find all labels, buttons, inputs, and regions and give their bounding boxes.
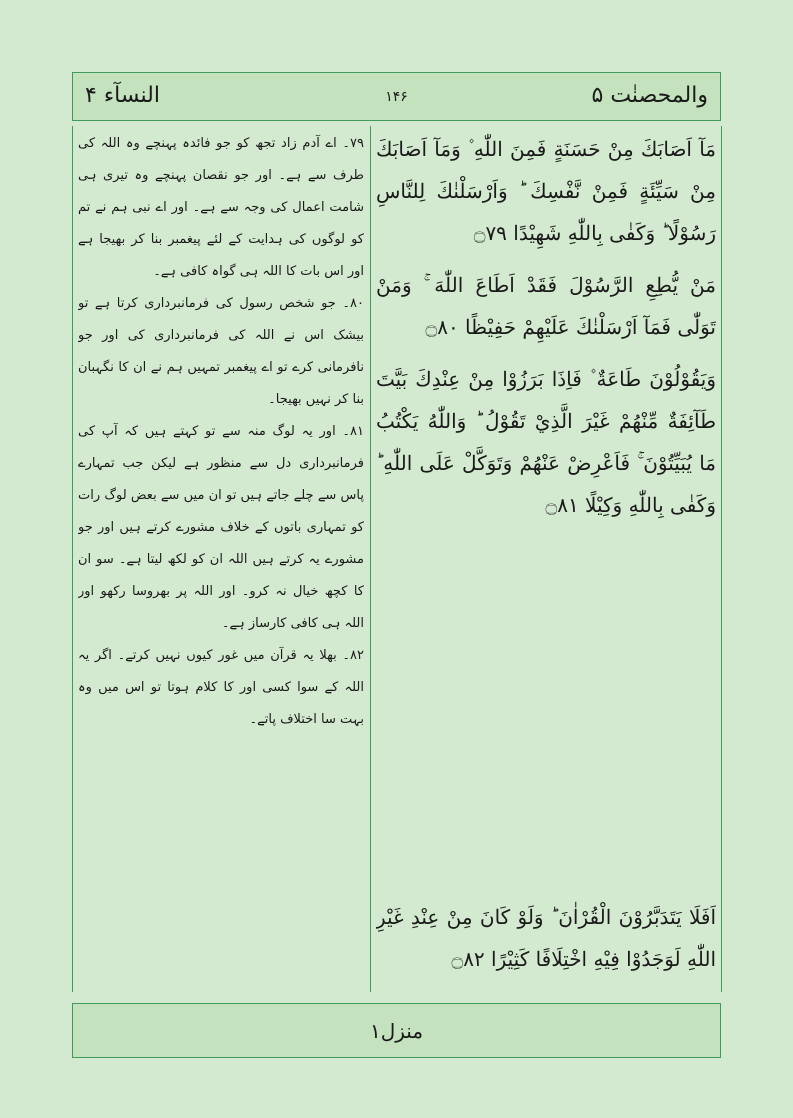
urdu-translation-79: ۷۹۔ اے آدم زاد تجھ کو جو فائدہ پہنچے وہ اللہ کی طرف سے ہے۔ اور جو نقصان پہنچے وہ تیری ہی شامت اعمال کی وجہ سے ہے۔ اور اے نبی ہم نے تم کو لوگوں کی ہدایت کے لئے پیغمبر بنا کر بھیجا ہے اور اس بات کا اللہ ہی گواہ کافی ہے۔	[78, 136, 364, 279]
manzil-label: منزل۱	[369, 1018, 424, 1043]
arabic-verse-79: مَآ اَصَابَكَ مِنْ حَسَنَةٍ فَمِنَ اللّٰهِ ۫ وَمَآ اَصَابَكَ مِنْ سَيِّئَةٍ فَمِنْ نَّفْسِكَ ؕ وَاَرْسَلْنٰكَ لِلنَّاسِ رَسُوْلًا ؕ وَكَفٰى بِاللّٰهِ شَهِيْدًا ۝٧٩	[376, 137, 716, 245]
urdu-translation-80: ۸۰۔ جو شخص رسول کی فرمانبرداری کرتا ہے تو بیشک اس نے اللہ کی فرمانبرداری کی اور جو نافرمانی کرے تو اے پیغمبر تمہیں ہم نے ان کا نگہبان بنا کر نہیں بھیجا۔	[78, 296, 364, 407]
page-footer	[72, 1003, 721, 1058]
column-border-right	[721, 126, 722, 992]
page-number: ۱۴۶	[385, 89, 408, 105]
arabic-verse-80: مَنْ يُّطِعِ الرَّسُوْلَ فَقَدْ اَطَاعَ اللّٰهَ ۚ وَمَنْ تَوَلّٰى فَمَآ اَرْسَلْنٰكَ عَلَيْهِمْ حَفِيْظًا ۝٨٠	[376, 273, 716, 339]
arabic-verse-82: اَفَلَا يَتَدَبَّرُوْنَ الْقُرْاٰنَ ؕ وَلَوْ كَانَ مِنْ عِنْدِ غَيْرِ اللّٰهِ لَوَجَدُوْا فِيْهِ اخْتِلَافًا كَثِيْرًا ۝٨٢	[376, 905, 716, 971]
spacer	[376, 536, 716, 896]
column-border-left	[72, 126, 73, 992]
page-header	[72, 72, 721, 121]
urdu-column	[78, 128, 364, 990]
juz-name: والمحصنٰت ۵	[591, 83, 708, 108]
column-divider	[370, 126, 371, 992]
urdu-translation-82: ۸۲۔ بھلا یہ قرآن میں غور کیوں نہیں کرتے۔ اگر یہ اللہ کے سوا کسی اور کا کلام ہوتا تو اس میں وہ بہت سا اختلاف پاتے۔	[78, 648, 364, 727]
arabic-column	[376, 128, 716, 990]
arabic-verse-81: وَيَقُوْلُوْنَ طَاعَةٌ ۫ فَاِذَا بَرَزُوْا مِنْ عِنْدِكَ بَيَّتَ طَآئِفَةٌ مِّنْهُمْ غَيْرَ الَّذِيْ تَقُوْلُ ؕ وَاللّٰهُ يَكْتُبُ مَا يُبَيِّتُوْنَ ۚ فَاَعْرِضْ عَنْهُمْ وَتَوَكَّلْ عَلَى اللّٰهِ ؕ وَكَفٰى بِاللّٰهِ وَكِيْلًا ۝٨١	[376, 367, 716, 517]
surah-name: النسآء ۴	[85, 83, 160, 108]
urdu-translation-81: ۸۱۔ اور یہ لوگ منہ سے تو کہتے ہیں کہ آپ کی فرمانبرداری دل سے منظور ہے لیکن جب تمہارے پاس سے چلے جاتے ہیں تو ان میں سے بعض لوگ رات کو تمہاری باتوں کے خلاف مشورے کرتے ہیں اور جو مشورے یہ کرتے ہیں اللہ ان کو لکھ لیتا ہے۔ سو ان کا کچھ خیال نہ کرو۔ اور اللہ پر بھروسا رکھو اور اللہ ہی کافی کارساز ہے۔	[78, 424, 364, 631]
